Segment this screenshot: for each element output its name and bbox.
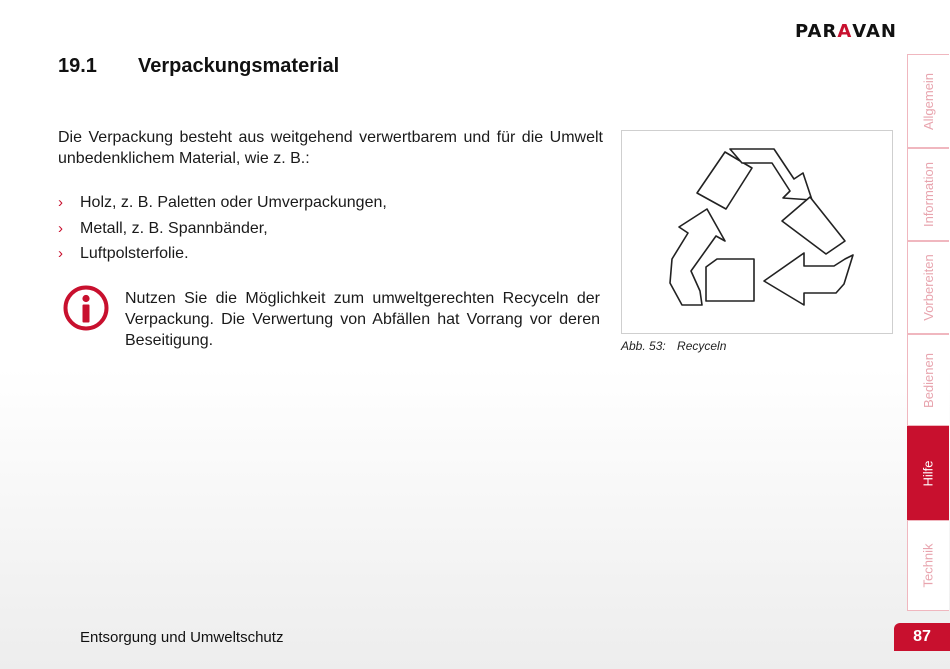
figure-caption — [621, 339, 726, 353]
material-list — [58, 190, 387, 267]
info-note: Nutzen Sie die Möglichkeit zum umweltgerechten Recyceln der Verpackung. Die Verwertung von Abfällen hat Vorrang vor deren Beseitigung. — [125, 290, 600, 349]
section-number: 19.1 — [58, 55, 97, 77]
logo-text-accent: A — [837, 20, 853, 42]
chevron-right-icon: › — [58, 219, 63, 237]
logo-text-prefix: PAR — [795, 20, 838, 42]
tab-allgemein[interactable]: Allgemein — [907, 54, 949, 148]
recycle-icon — [622, 131, 892, 333]
tab-technik[interactable]: Technik — [907, 520, 949, 611]
brand-logo — [795, 20, 897, 42]
footer-chapter-title: Entsorgung und Umweltschutz — [80, 629, 284, 646]
section-title: Verpackungsmaterial — [138, 55, 340, 77]
list-item: › Holz, z. B. Paletten oder Umverpackungen, — [58, 190, 387, 216]
tab-vorbereiten[interactable]: Vorbereiten — [907, 241, 949, 334]
caption-text: Recyceln — [677, 339, 727, 353]
intro-paragraph: Die Verpackung besteht aus weitgehend verwertbarem und für die Umwelt unbedenklichem Material, wie z. B.: — [58, 129, 603, 167]
chevron-right-icon: › — [58, 194, 63, 211]
caption-label: Abb. 53: — [621, 339, 666, 353]
list-item: › Metall, z. B. Spannbänder, — [58, 216, 387, 242]
logo-text-suffix: VAN — [852, 20, 897, 42]
info-icon — [62, 284, 110, 332]
tab-bedienen[interactable]: Bedienen — [907, 334, 949, 426]
figure-frame — [621, 130, 893, 334]
page-number: 87 — [894, 623, 950, 651]
list-item: › Luftpolsterfolie. — [58, 241, 387, 267]
tab-information[interactable]: Information — [907, 148, 949, 241]
chapter-sidebar — [907, 54, 950, 611]
tab-hilfe[interactable]: Hilfe — [907, 426, 949, 520]
section-heading — [58, 55, 339, 78]
chevron-right-icon: › — [58, 245, 63, 262]
